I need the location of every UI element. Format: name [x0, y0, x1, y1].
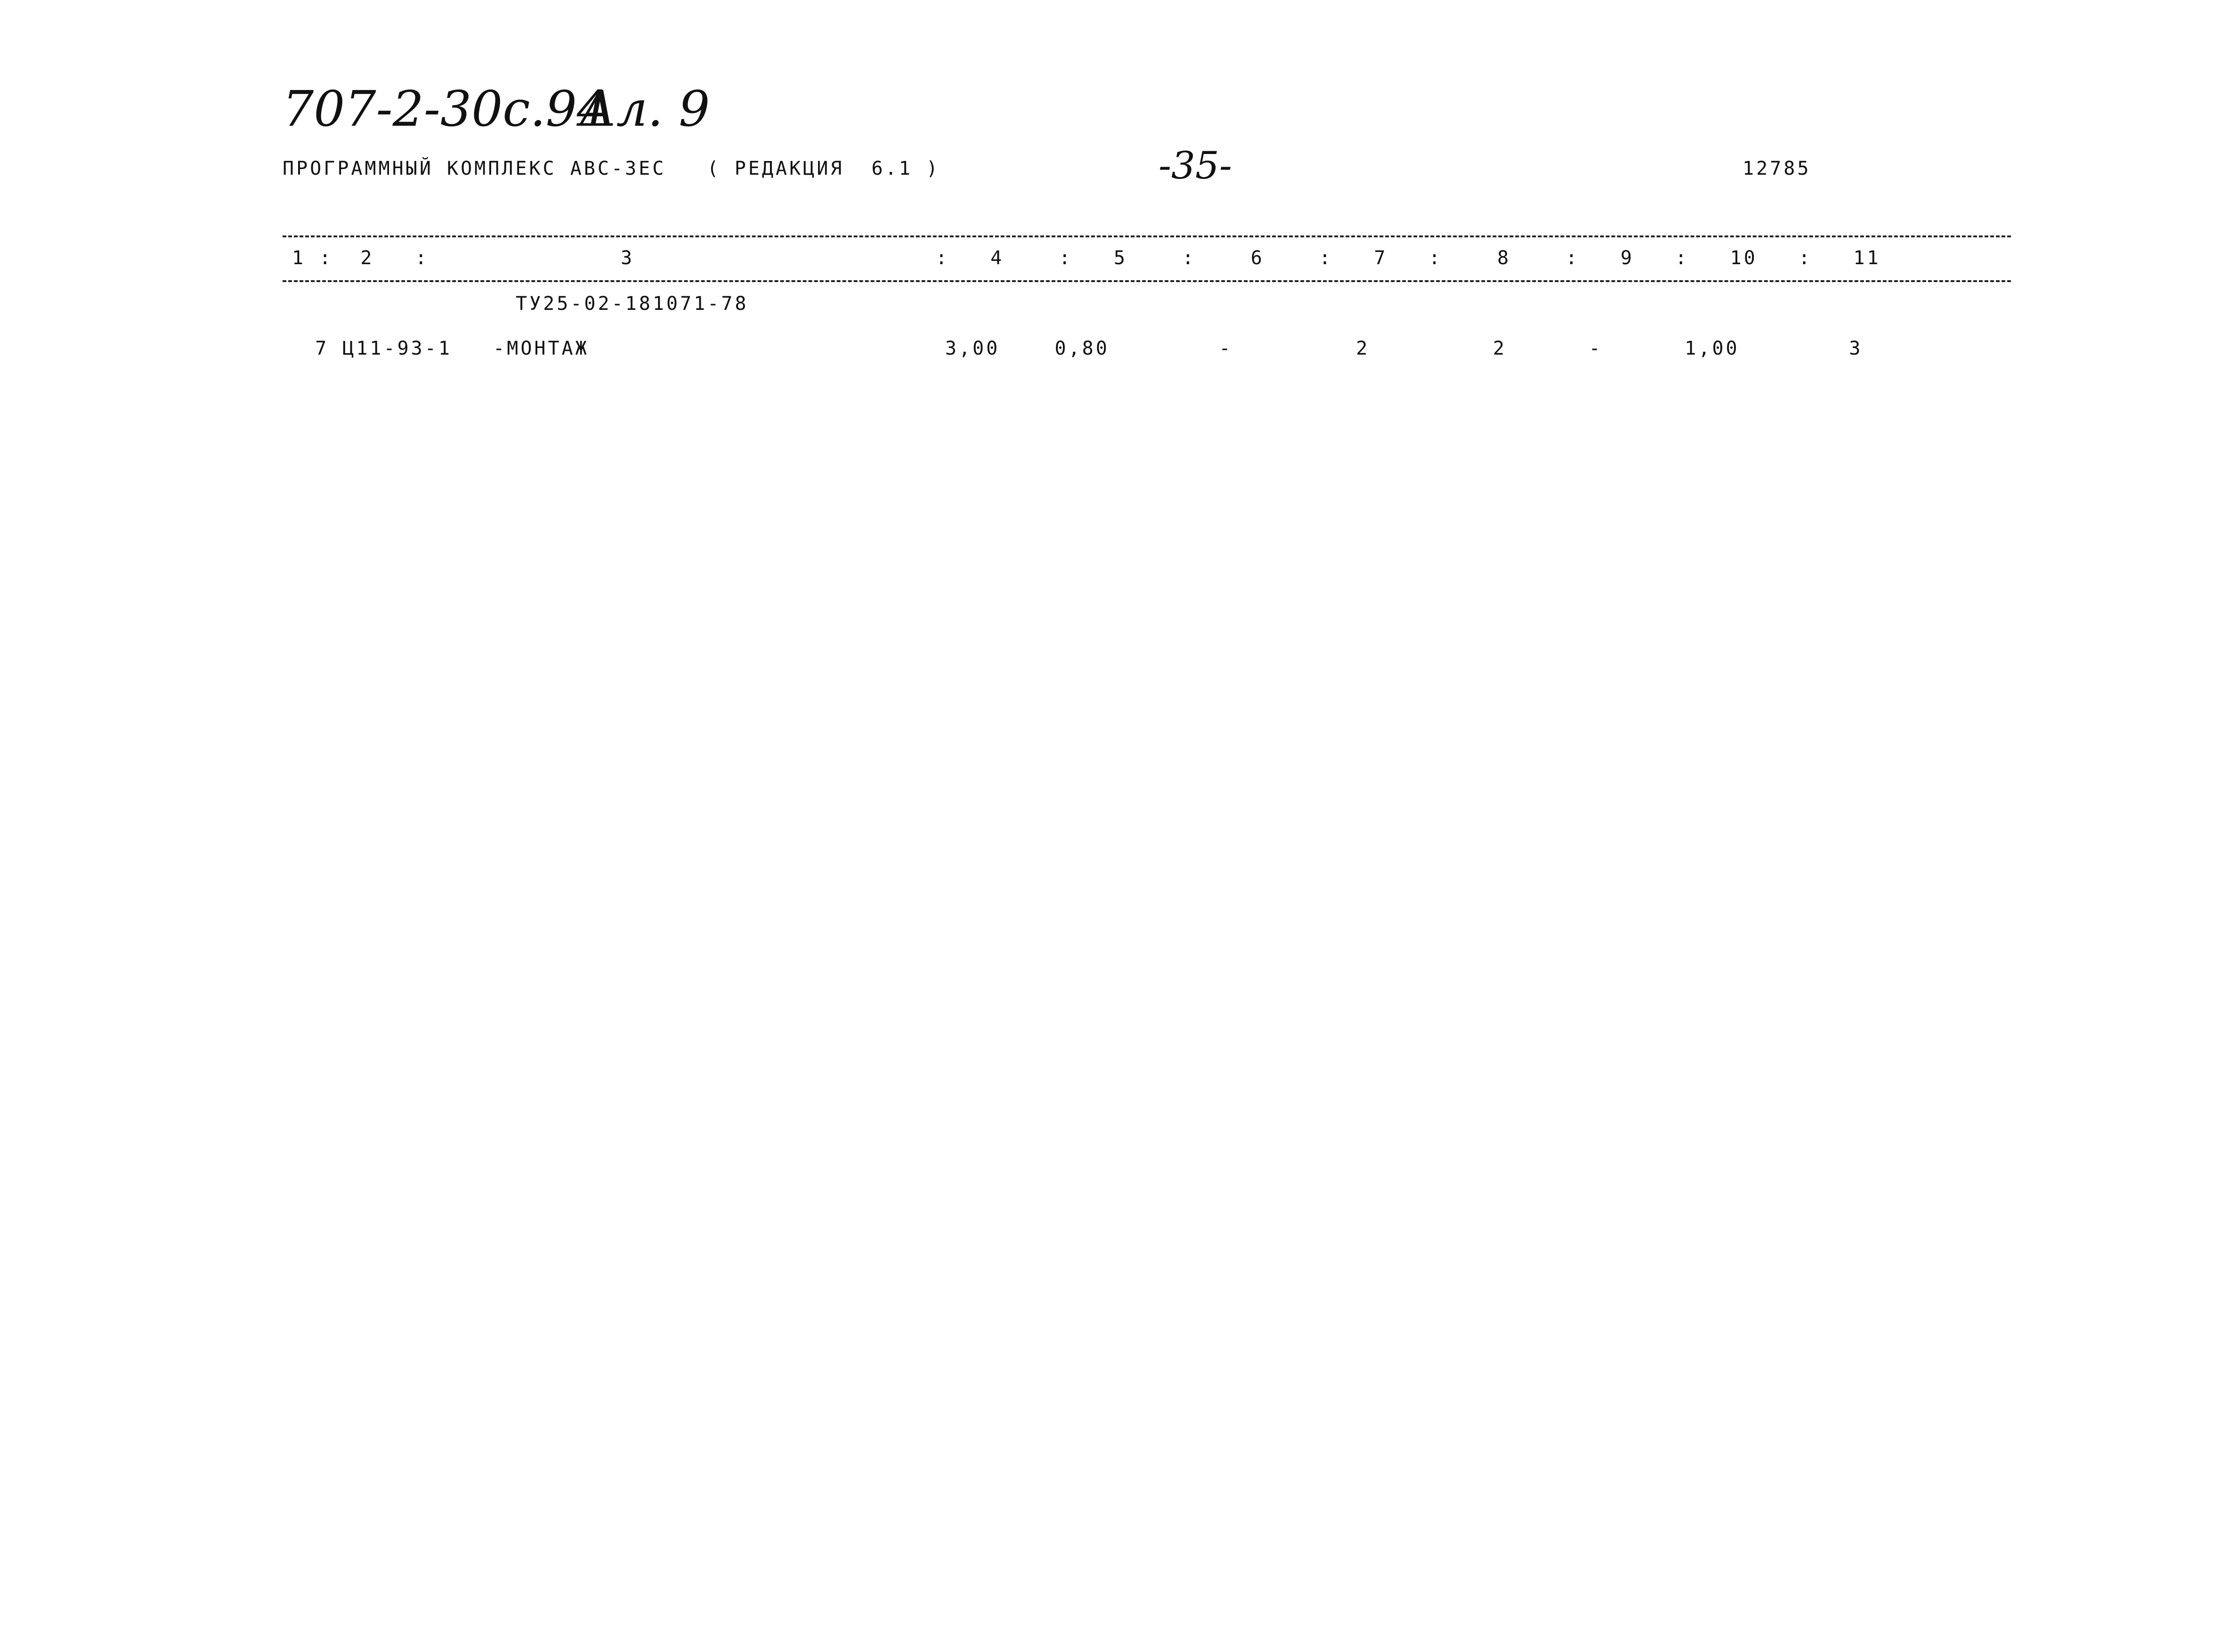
header-divider: [283, 235, 2011, 237]
document-code: 707-2-30с.94: [283, 80, 608, 138]
document-number: 12785: [1743, 158, 1811, 179]
item-row: 7 Ц11-93-1 -МОНТАЖ 3,00 0,80 - 2 2 - 1,00 3: [301, 338, 1863, 359]
program-title: ПРОГРАММНЫЙ КОМПЛЕКС АВС-3ЕС ( РЕДАКЦИЯ 6.1 ): [283, 158, 940, 179]
spec-line: ТУ25-02-181071-78: [516, 293, 749, 315]
page-number: -35-: [1159, 144, 1232, 187]
columns-divider: [283, 280, 2011, 282]
album-number: Ал. 9: [579, 80, 710, 138]
column-numbers-row: 1 : 2 : 3 : 4 : 5 : 6 : 7 : 8 : 9 : 10 : 11: [292, 247, 1881, 269]
